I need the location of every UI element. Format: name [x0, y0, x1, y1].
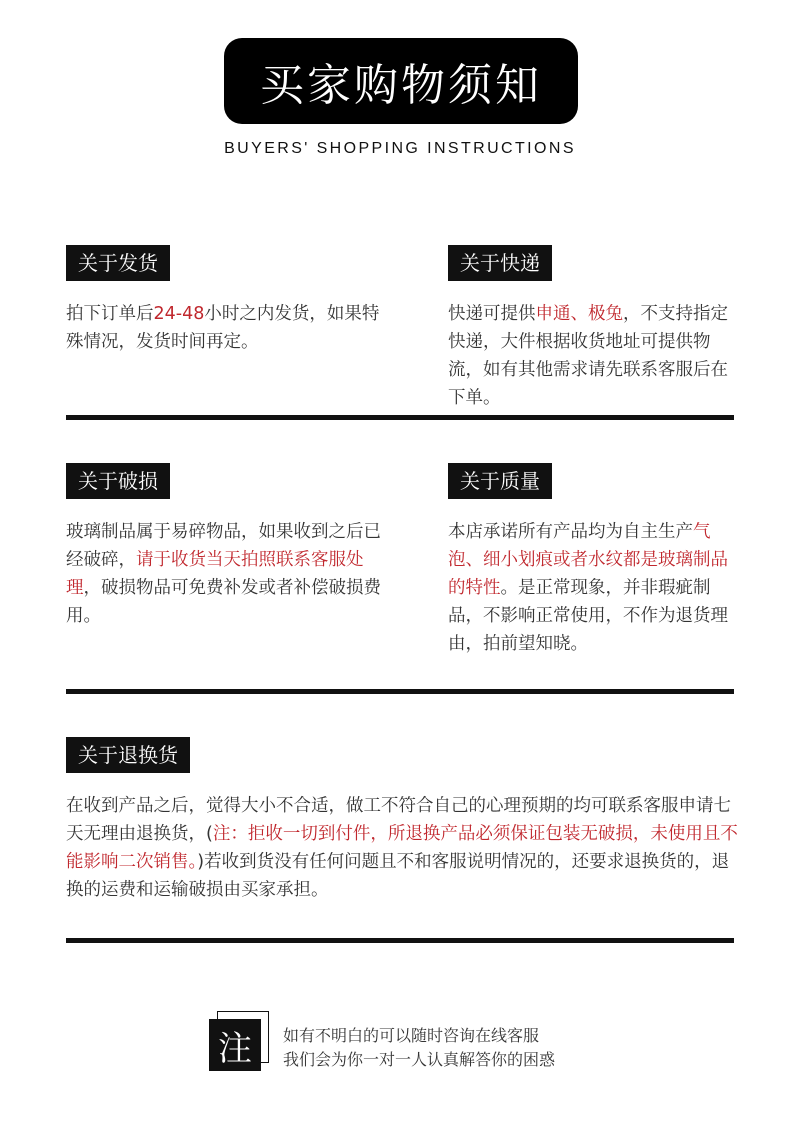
- page-title: 买家购物须知: [260, 60, 542, 111]
- express-text: 快递可提供申通、极兔，不支持指定快递，大件根据收货地址可提供物流，如有其他需求请先联系客服后在下单。: [448, 304, 728, 408]
- returns-text: 在收到产品之后，觉得大小不合适，做工不符合自己的心理预期的均可联系客服申请七天无理由退换货，(注：拒收一切到付件，所退换产品必须保证包装无破损，未使用且不能影响二次销售。)若收到货没有任何问题且不和客服说明情况的，还要求退换货的，退换的运费和运输破损由买家承担。: [66, 796, 738, 900]
- tag-returns: 关于退换货: [66, 737, 190, 773]
- tag-quality: 关于质量: [448, 463, 552, 499]
- shipping-text: 拍下订单后24-48小时之内发货，如果特殊情况，发货时间再定。: [66, 304, 380, 352]
- divider-2: [66, 689, 734, 694]
- quality-text: 本店承诺所有产品均为自主生产气泡、细小划痕或者水纹都是玻璃制品的特性。是正常现象，并非瑕疵制品，不影响正常使用，不作为退货理由，拍前望知晓。: [448, 522, 728, 654]
- tag-express: 关于快递: [448, 245, 552, 281]
- note-line-2: 我们会为你一对一人认真解答你的困惑: [283, 1050, 556, 1069]
- divider-3: [66, 938, 734, 943]
- note-text: [283, 1024, 555, 1072]
- tag-shipping: 关于发货: [66, 245, 170, 281]
- page-title-box: [224, 38, 578, 124]
- note-line-1: 如有不明白的可以随时咨询在线客服: [283, 1026, 540, 1045]
- note-mark: 注: [209, 1019, 261, 1071]
- divider-1: [66, 415, 734, 420]
- tag-damage: 关于破损: [66, 463, 170, 499]
- damage-text: 玻璃制品属于易碎物品，如果收到之后已经破碎，请于收货当天拍照联系客服处理，破损物品可免费补发或者补偿破损费用。: [66, 522, 381, 626]
- page-subtitle: BUYERS' SHOPPING INSTRUCTIONS: [224, 140, 576, 157]
